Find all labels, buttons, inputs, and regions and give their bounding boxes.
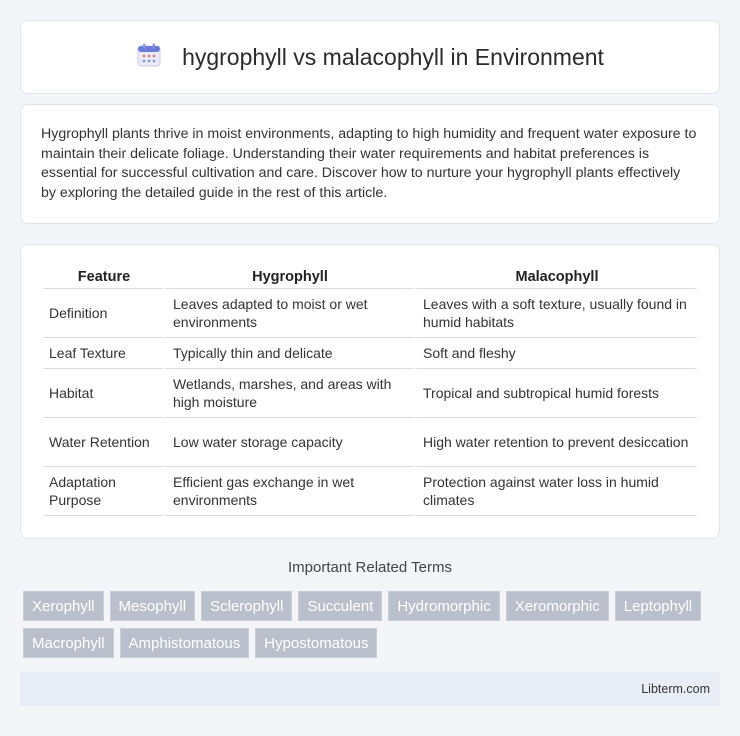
column-header-hygrophyll: Hygrophyll: [163, 264, 413, 289]
table-cell: Efficient gas exchange in wet environments: [163, 467, 413, 516]
related-term-tag[interactable]: Mesophyll: [110, 591, 196, 621]
table-cell: Protection against water loss in humid climates: [413, 467, 697, 516]
related-term-tag[interactable]: Sclerophyll: [201, 591, 292, 621]
table-cell: Leaf Texture: [43, 338, 163, 369]
column-header-feature: Feature: [43, 264, 163, 289]
header-card: [20, 20, 720, 94]
table-cell: Low water storage capacity: [163, 418, 413, 467]
intro-card: [20, 104, 720, 224]
table-row: [43, 289, 697, 338]
related-term-tag[interactable]: Succulent: [298, 591, 382, 621]
header: [136, 42, 604, 73]
table-row: [43, 467, 697, 516]
related-term-tag[interactable]: Macrophyll: [23, 628, 114, 658]
table-cell: Tropical and subtropical humid forests: [413, 369, 697, 418]
related-term-tag[interactable]: Xeromorphic: [506, 591, 609, 621]
table-row: [43, 338, 697, 369]
related-terms-title: Important Related Terms: [288, 559, 452, 576]
table-cell: High water retention to prevent desiccation: [413, 418, 697, 467]
table-cell: Habitat: [43, 369, 163, 418]
table-cell: Wetlands, marshes, and areas with high moisture: [163, 369, 413, 418]
table-row: [43, 418, 697, 467]
comparison-table: [43, 264, 697, 516]
table-cell: Definition: [43, 289, 163, 338]
calendar-icon: [136, 42, 162, 73]
related-term-tag[interactable]: Leptophyll: [615, 591, 701, 621]
table-cell: Leaves with a soft texture, usually found in humid habitats: [413, 289, 697, 338]
table-cell: Soft and fleshy: [413, 338, 697, 369]
related-term-tag[interactable]: Amphistomatous: [120, 628, 250, 658]
related-terms-list: [23, 591, 723, 658]
related-term-tag[interactable]: Hypostomatous: [255, 628, 377, 658]
footer: [20, 672, 720, 706]
related-term-tag[interactable]: Hydromorphic: [388, 591, 499, 621]
footer-brand[interactable]: Libterm.com: [641, 682, 710, 696]
related-term-tag[interactable]: Xerophyll: [23, 591, 104, 621]
page-title: hygrophyll vs malacophyll in Environment: [182, 43, 604, 70]
intro-text: Hygrophyll plants thrive in moist environments, adapting to high humidity and frequent water exposure to maintain their delicate foliage. Understanding their water requirements and habitat preferences is essential for successful cultivation and care. Discover how to nurture your hygrophyll plants effectively by exploring the detailed guide in the rest of this article.: [41, 126, 697, 201]
table-row: [43, 369, 697, 418]
table-cell: Adaptation Purpose: [43, 467, 163, 516]
column-header-malacophyll: Malacophyll: [413, 264, 697, 289]
table-header-row: [43, 264, 697, 289]
table-cell: Leaves adapted to moist or wet environments: [163, 289, 413, 338]
table-cell: Water Retention: [43, 418, 163, 467]
table-cell: Typically thin and delicate: [163, 338, 413, 369]
comparison-table-card: [20, 244, 720, 539]
